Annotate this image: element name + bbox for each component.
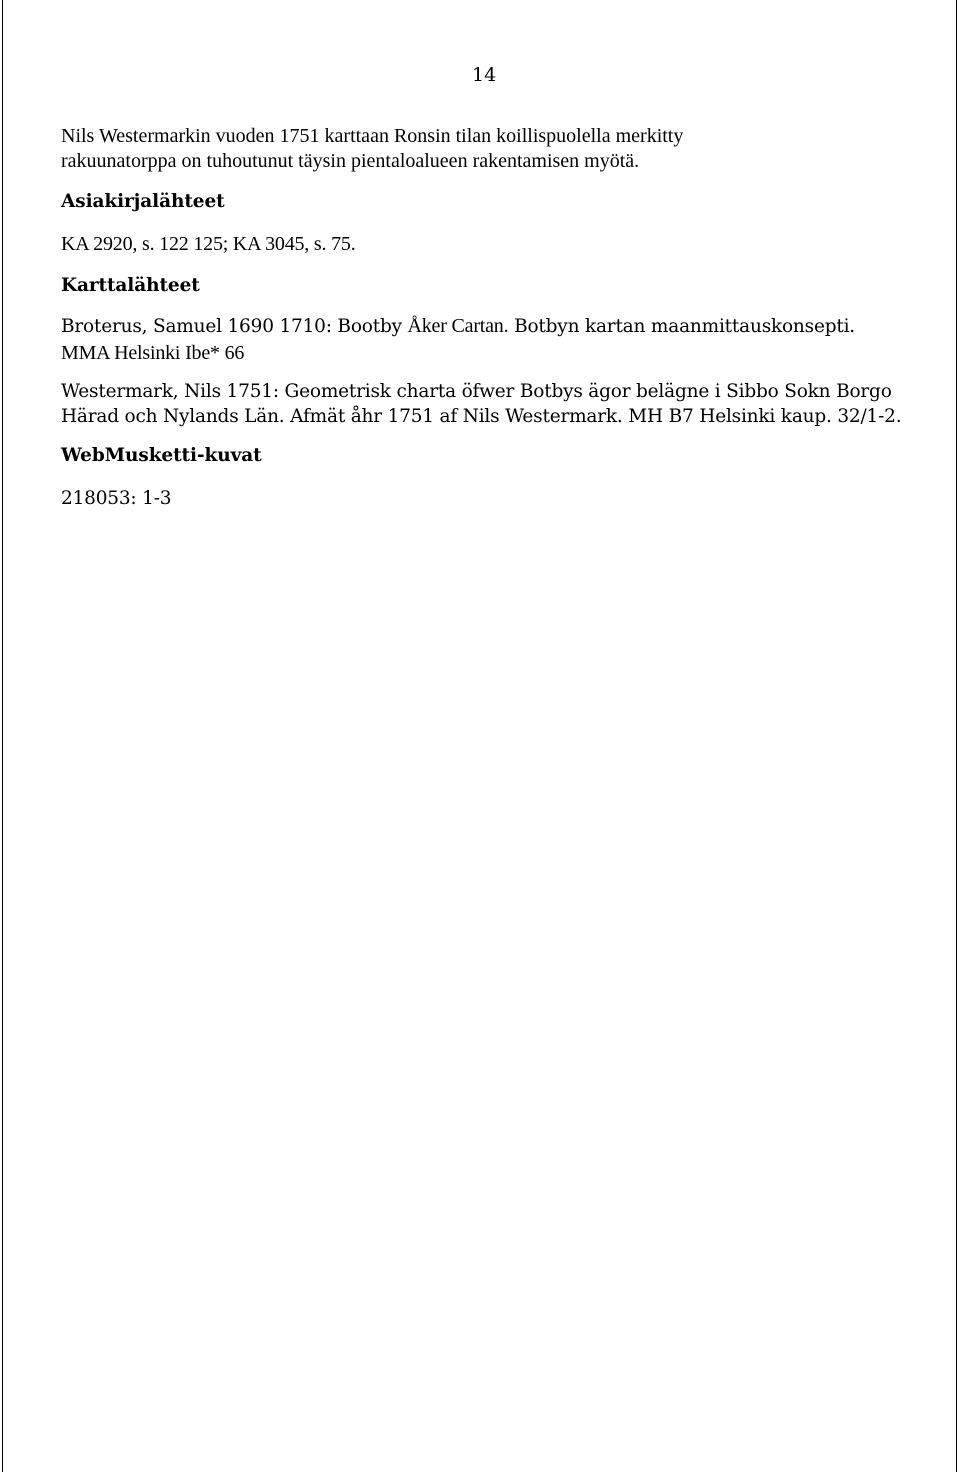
document-page xyxy=(2,0,957,1472)
intro-line-2: rakuunatorppa on tuhoutunut täysin pientaloalueen rakentamisen myötä. xyxy=(61,150,640,172)
map-source-entry-1-line-1 xyxy=(61,312,855,341)
map-source-entry-2-line-1: Westermark, Nils 1751: Geometrisk charta öfwer Botbys ägor belägne i Sibbo Sokn Borgo xyxy=(61,381,892,402)
map-source-entry-1-part-b: Åker Cartan. xyxy=(407,315,509,337)
archive-sources-heading: Asiakirjalähteet xyxy=(61,191,225,212)
map-source-entry-1-line-2: MMA Helsinki Ibe* 66 xyxy=(61,342,245,364)
webmusketti-heading: WebMusketti-kuvat xyxy=(61,445,262,466)
map-source-entry-2-line-2: Härad och Nylands Län. Afmät åhr 1751 af Nils Westermark. MH B7 Helsinki kaup. 32/1-2. xyxy=(61,406,902,427)
map-sources-heading: Karttalähteet xyxy=(61,275,200,296)
intro-line-1: Nils Westermarkin vuoden 1751 karttaan Ronsin tilan koillispuolella merkitty xyxy=(61,125,684,147)
webmusketti-text: 218053: 1-3 xyxy=(61,488,172,509)
archive-sources-text: KA 2920, s. 122 125; KA 3045, s. 75. xyxy=(61,233,356,255)
map-source-entry-1-part-c: Botbyn kartan maanmittauskonsepti. xyxy=(508,316,855,337)
map-source-entry-1-part-a: Broterus, Samuel 1690 1710: Bootby xyxy=(61,316,408,337)
page-number: 14 xyxy=(472,64,497,86)
